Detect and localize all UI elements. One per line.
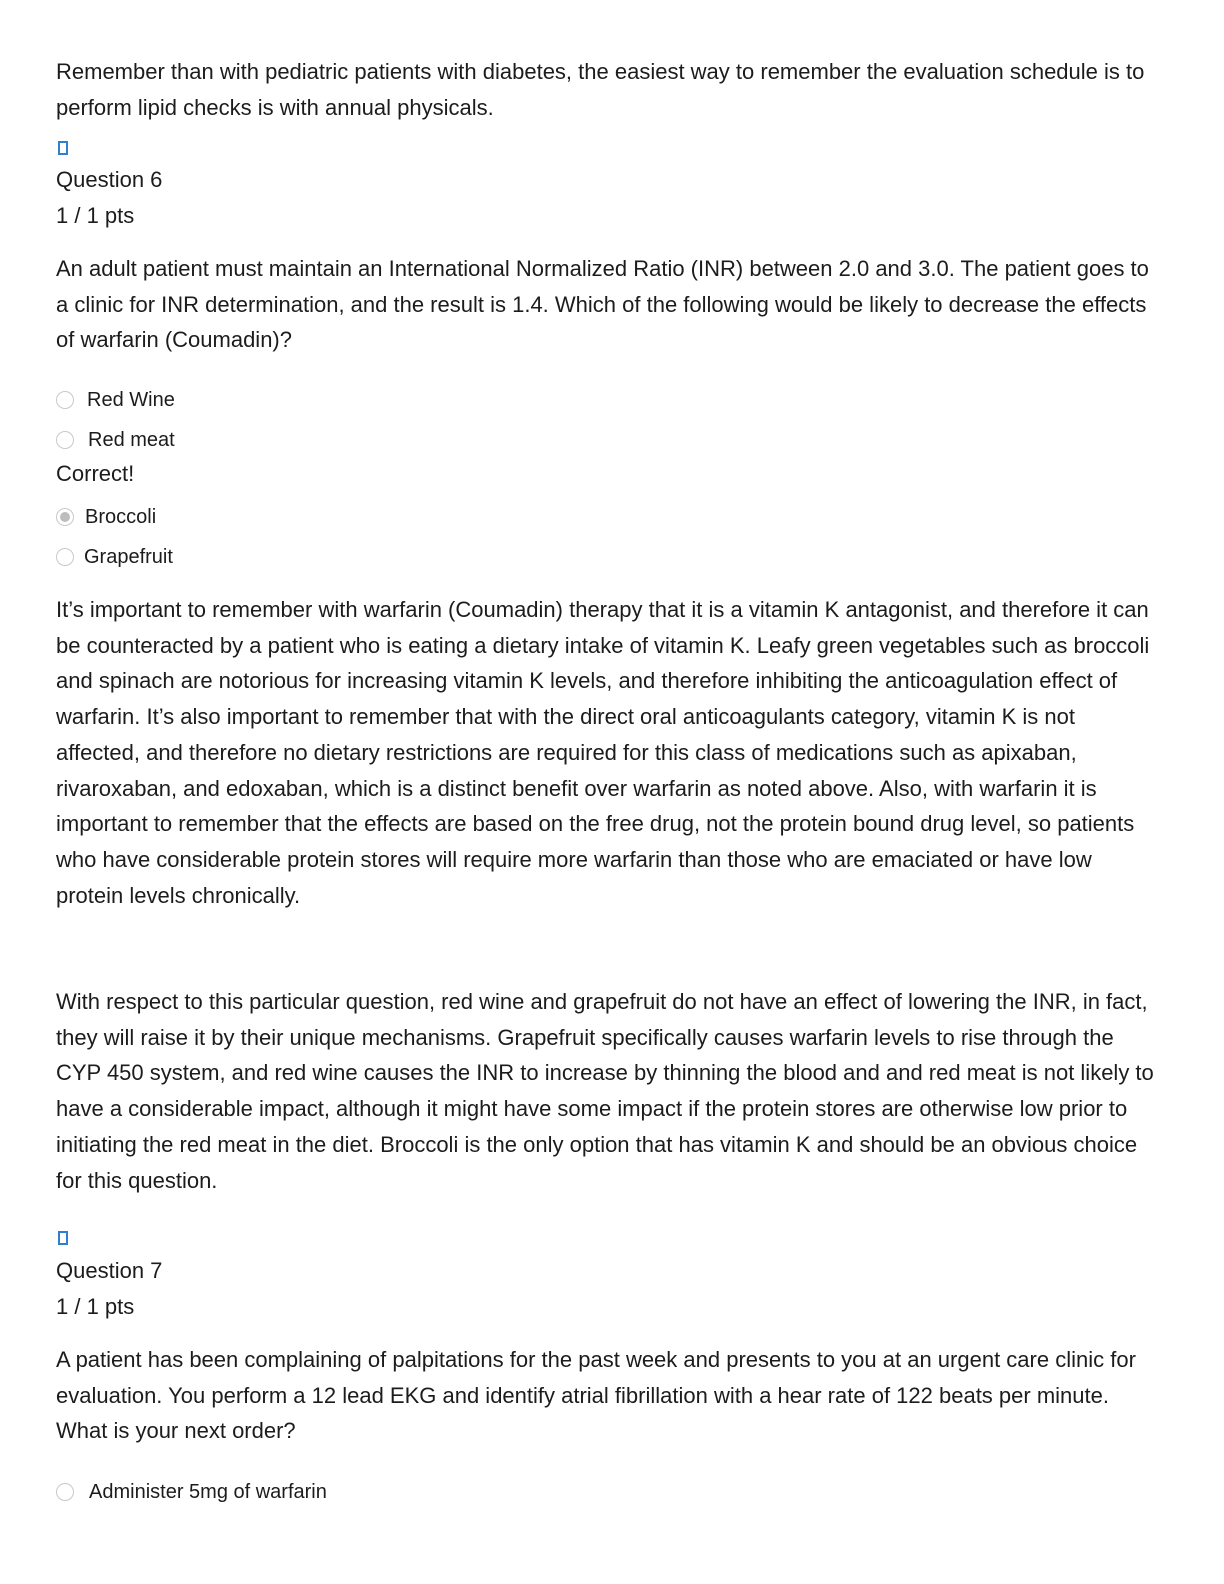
question-7-answer-warfarin[interactable] [56,1479,327,1505]
radio-button-icon[interactable] [56,431,74,449]
question-6-prompt: An adult patient must maintain an International Normalized Ratio (INR) between 2.0 and 3.0. The patient goes to a clinic for INR determination, and the result is 1.4. Which of the following would be likely to decrease the effects of warfarin (Coumadin)? [56,256,1149,353]
answer-label: Red Wine [87,388,175,411]
question-6-answer-broccoli[interactable] [56,504,156,530]
radio-button-icon[interactable] [56,1483,74,1501]
correct-indicator: Correct! [56,461,135,486]
question-6-explanation-1: It’s important to remember with warfarin (Coumadin) therapy that it is a vitamin K antagonist, and therefore it can be counteracted by a patient who is eating a dietary intake of vitamin K. Leafy green vegetables such as broccoli and spinach are notorious for increasing vitamin K levels, and therefore inhibiting the anticoagulation effect of warfarin. It’s also important to remember that with the direct oral anticoagulants category, vitamin K is not affected, and therefore no dietary restrictions are required for this class of medications such as apixaban, rivaroxaban, and edoxaban, which is a distinct benefit over warfarin as noted above. Also, with warfarin it is important to remember that the effects are based on the free drug, not the protein bound drug level, so patients who have considerable protein stores will require more warfarin than those who are emaciated or have low protein levels chronically. [56,597,1150,908]
answer-label: Broccoli [85,505,157,528]
question-6-explanation-2: With respect to this particular question, red wine and grapefruit do not have an effect of lowering the INR, in fact, they will raise it by their unique mechanisms. Grapefruit specifically causes warfarin levels to rise through the CYP 450 system, and red wine causes the INR to increase by thinning the blood and and red meat is not likely to have a considerable impact, although it might have some impact if the protein stores are otherwise low prior to initiating the red meat in the diet. Broccoli is the only option that has vitamin K and should be an obvious choice for this question. [56,989,1154,1193]
question-6-points: 1 / 1 pts [56,203,135,228]
question-6-answer-red-wine[interactable] [56,387,175,413]
answer-label: Grapefruit [84,545,173,568]
radio-button-icon[interactable] [56,548,74,566]
question-6-answer-red-meat[interactable] [56,427,175,453]
question-6-flag-icon[interactable] [58,141,68,155]
question-7-points: 1 / 1 pts [56,1294,135,1319]
question-6-title: Question 6 [56,167,163,192]
question-7-prompt: A patient has been complaining of palpitations for the past week and presents to you at an urgent care clinic for evaluation. You perform a 12 lead EKG and identify atrial fibrillation with a hear rate of 122 beats per minute. What is your next order? [56,1347,1136,1444]
question-6-answer-grapefruit[interactable] [56,544,173,570]
radio-button-selected-icon[interactable] [56,508,74,526]
question-7-title: Question 7 [56,1258,163,1283]
radio-button-icon[interactable] [56,391,74,409]
question-7-flag-icon[interactable] [58,1231,68,1245]
intro-paragraph: Remember than with pediatric patients with diabetes, the easiest way to remember the evaluation schedule is to perform lipid checks is with annual physicals. [56,59,1145,120]
answer-label: Administer 5mg of warfarin [89,1480,327,1503]
answer-label: Red meat [88,428,175,451]
